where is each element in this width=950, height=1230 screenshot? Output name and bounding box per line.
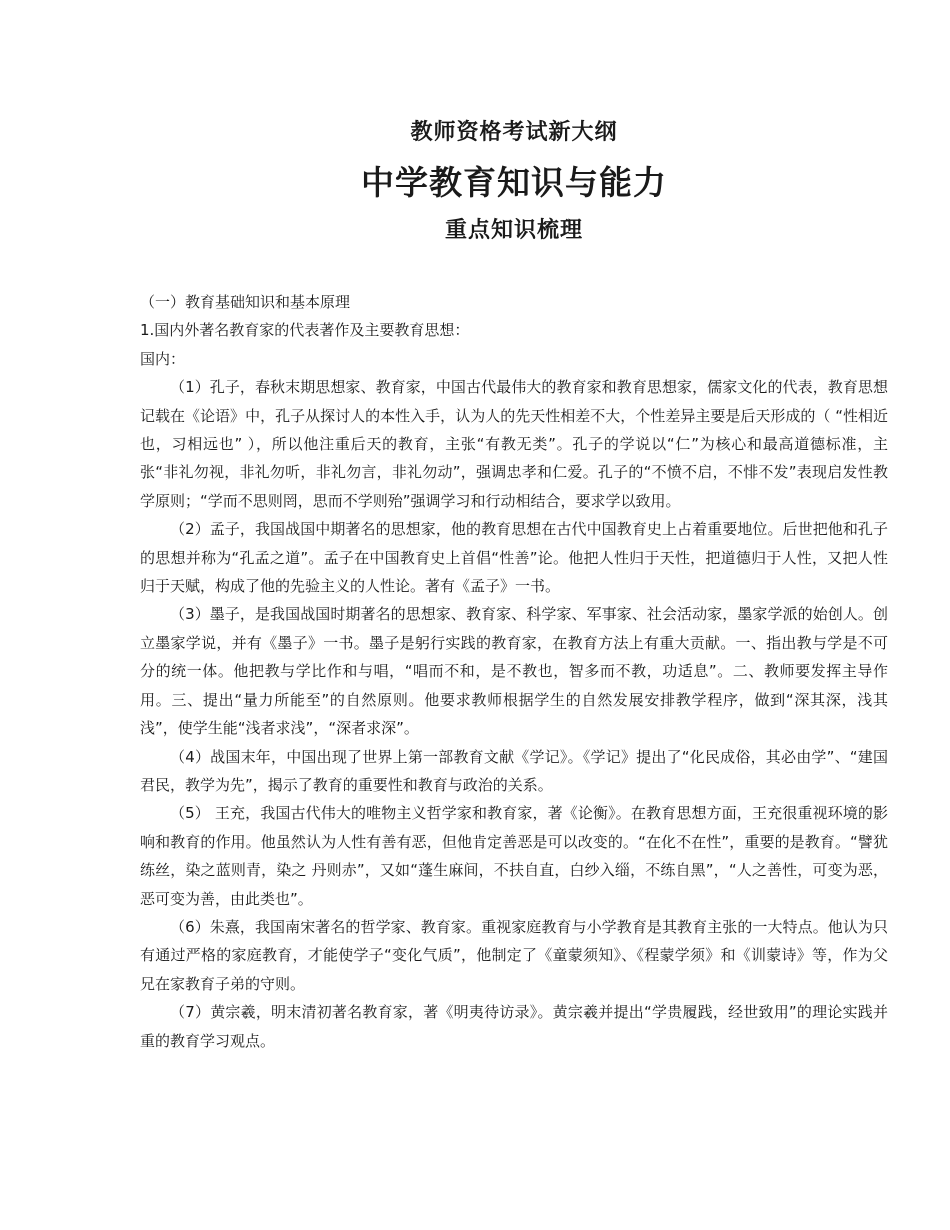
topic-heading: 1.国内外著名教育家的代表著作及主要教育思想： [140, 321, 470, 340]
paragraph-xueji: （4）战国末年，中国出现了世界上第一部教育文献《学记》。《学记》提出了“化民成俗，其必由学”、“建国君民，教学为先”，揭示了教育的重要性和教育与政治的关系。 [140, 747, 888, 794]
paragraph-confucius: （1）孔子，春秋末期思想家、教育家，中国古代最伟大的教育家和教育思想家，儒家文化的代表，教育思想记载在《论语》中，孔子从探讨人的本性入手，认为人的先天性相差不大，个性差异主要是后天形成的（ “性相近也，习相远也” ），所以他注重后天的教育，主张“有教无类”。孔子的学说以“仁”为核心和最高道德标准，主张“非礼勿视，非礼勿听，非礼勿言，非礼勿动”，强调忠孝和仁爱。孔子的“不愤不启，不悱不发”表现启发性教学原则；“学而不思则罔，思而不学则殆”强调学习和行动相结合，要求学以致用。 [140, 378, 888, 510]
title-block [140, 116, 888, 248]
paragraph-mozi: （3）墨子，是我国战国时期著名的思想家、教育家、科学家、军事家、社会活动家，墨家学派的始创人。创立墨家学说，并有《墨子》一书。墨子是躬行实践的教育家，在教育方法上有重大贡献。一、指出教与学是不可分的统一体。他把教与学比作和与唱，“唱而不和，是不教也，智多而不教，功适息”。二、教师要发挥主导作用。三、提出“量力所能至”的自然原则。他要求教师根据学生的自然发展安排教学程序，做到“深其深，浅其浅”，使学生能“浅者求浅”，“深者求深”。 [140, 605, 888, 738]
paragraph-zhuxi: （6）朱熹，我国南宋著名的哲学家、教育家。重视家庭教育与小学教育是其教育主张的一大特点。他认为只有通过严格的家庭教育，才能使学子“变化气质”，他制定了《童蒙须知》、《程蒙学须》和《训蒙诗》等，作为父兄在家教育子弟的守则。 [140, 917, 888, 993]
paragraph-huangzongxi: （7）黄宗羲，明末清初著名教育家，著《明夷待访录》。黄宗羲并提出“学贵履践，经世致用”的理论实践并重的教育学习观点。 [140, 1003, 888, 1050]
domestic-label: 国内： [140, 349, 186, 368]
document-subtitle: 教师资格考试新大纲 [410, 120, 618, 145]
section-heading: （一）教育基础知识和基本原理 [140, 293, 351, 311]
paragraph-wangchong: （5） 王充，我国古代伟大的唯物主义哲学家和教育家，著《论衡》。在教育思想方面，王充很重视环境的影响和教育的作用。他虽然认为人性有善有恶，但他肯定善恶是可以改变的。“在化不在性”，重要的是教育。“譬犹练丝，染之蓝则青，染之 丹则赤”，又如“蓬生麻间，不扶自直，白纱入缁，不练自黑”，“人之善性，可变为恶，恶可变为善，由此类也”。 [140, 804, 888, 908]
document-title: 中学教育知识与能力 [361, 163, 667, 202]
paragraph-mencius: （2）孟子，我国战国中期著名的思想家，他的教育思想在古代中国教育史上占着重要地位。后世把他和孔子的思想并称为“孔孟之道”。孟子在中国教育史上首倡“性善”论。他把人性归于天性，把道德归于人性，又把人性归于天赋，构成了他的先验主义的人性论。著有《孟子》一书。 [140, 520, 888, 596]
document-body [140, 288, 888, 1055]
document-tagline: 重点知识梳理 [444, 218, 583, 243]
